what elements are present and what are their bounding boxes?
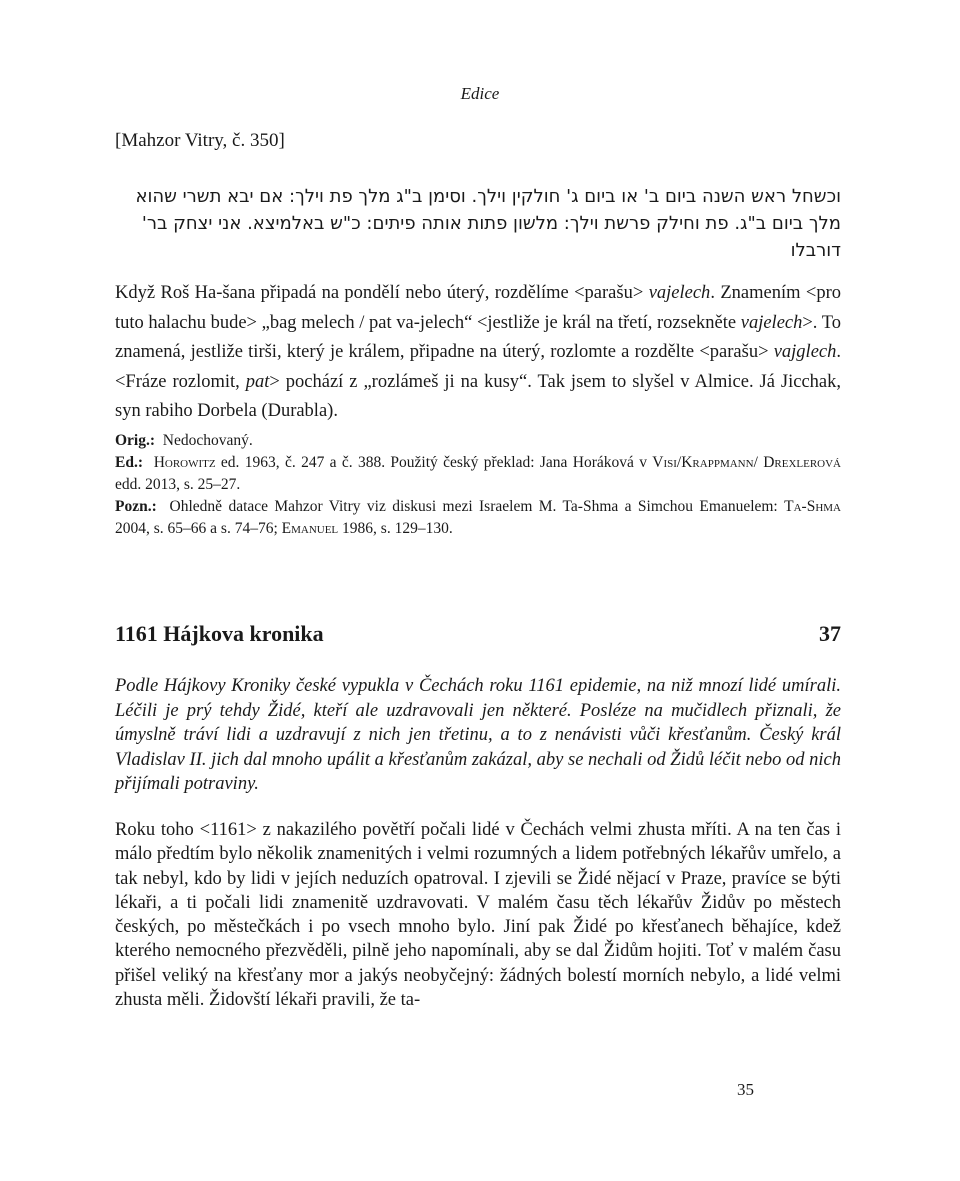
- translation-italic: vajelech: [740, 312, 803, 333]
- note-text: Nedochovaný.: [162, 432, 253, 449]
- entry-number: 37: [819, 621, 841, 646]
- entry-body-text: Roku toho <1161> z nakazilého povětří počali lidé v Čechách velmi zhusta mříti. A na ten čas i málo předtím bylo několik znamenitých i velmi rozumných a lidem potřebných lékařův umřelo, a tak nebyl, kdo by lidi v jejích neduzích opatroval. I zjevili se Židé nějací v Praze, pravíce se býti lékaři, a ti počali lidi znamenitě uzdravovati. V malém času těch lékařův Židův po městech českých, po městečkách i po vsech mnoho bylo. Jiní pak Židé po křesťanech běhajíce, kdež kterého nemocného přezvěděli, pilně jeho napomínali, aby se dal Židům hojiti. Toť v malém času přišel veliký na křesťany mor a jakýs neobyčejný: žádných bolestí morních nebylo, a lidé velmi zhusta měli. Židovští lékaři pravili, že ta-: [115, 820, 841, 1011]
- running-header: Edice: [460, 84, 500, 103]
- translation-italic: vajelech: [648, 283, 711, 303]
- entry-summary: Podle Hájkovy Kroniky české vypukla v Čechách roku 1161 epidemie, na niž mnozí lidé umírali. Léčili je prý tehdy Židé, kteří ale uzdravovali jen některé. Posléze na mučidlech přiznali, že úmyslně tráví lidi a uzdravují z nich jen třetinu, a to z nenávisti vůči křesťanům. Český král Vladislav II. jich dal mnoho upálit a křesťanům zakázal, aby se nechali od Židů léčit nebo od nich přijímali potraviny.: [115, 676, 841, 794]
- note-text: edd. 2013, s. 25–27.: [115, 476, 241, 493]
- author-smallcaps: Horowitz: [153, 454, 216, 471]
- page-number: 35: [737, 1080, 754, 1099]
- translation-segment: Když Roš Ha-šana připadá na pondělí nebo úterý, rozdělíme <parašu>: [115, 283, 649, 303]
- note-text: Ohledně datace Mahzor Vitry viz diskusi mezi Israelem M. Ta-Shma a Simchou Emanuelem:: [169, 498, 785, 515]
- czech-translation: [115, 279, 841, 427]
- apparatus-notes: [115, 430, 841, 540]
- note-label: Orig.:: [115, 432, 156, 449]
- note-orig: [115, 430, 841, 452]
- note-label: Pozn.:: [115, 498, 157, 515]
- author-smallcaps: Emanuel: [281, 520, 339, 537]
- author-smallcaps: Visi/Krappmann/ Drexlerová: [652, 454, 842, 471]
- translation-segment: . Znamením <pro tuto halachu bude> „bag melech / pat va-jelech“ <jestliže je král na třetí, rozsekněte: [115, 283, 841, 333]
- author-smallcaps: Ta-Shma: [784, 498, 842, 515]
- note-label: Ed.:: [115, 454, 143, 471]
- hebrew-original-text: וכשחל ראש השנה ביום ב' או ביום ג' חולקין וילך. וסימן ב"ג מלך פת וילך: אם יבא תשרי שהוא מלך ביום ב"ג. פת וחילק פרשת וילך: מלשון פתות אותה פיתים: כ"ש באלמיצא. אני יצחק בר' דורבלו: [135, 186, 841, 261]
- note-text: 2004, s. 65–66 a s. 74–76;: [115, 520, 282, 537]
- translation-italic: pat: [245, 371, 270, 392]
- note-edition: [115, 452, 841, 496]
- translation-italic: vajglech: [773, 342, 837, 362]
- translation-segment: > pochází z „rozlámeš ji na kusy“. Tak jsem to slyšel v Almice. Já Jicchak, syn rabiho Dorbela (Durabla).: [115, 371, 842, 421]
- source-reference: [Mahzor Vitry, č. 350]: [115, 130, 285, 151]
- note-text: ed. 1963, č. 247 a č. 388. Použitý český překlad: Jana Horáková v: [215, 454, 653, 471]
- entry-heading: [115, 621, 841, 647]
- entry-title: 1161 Hájkova kronika: [115, 621, 324, 646]
- note-text: 1986, s. 129–130.: [338, 520, 453, 537]
- translation-segment: . <Fráze rozlomit,: [115, 342, 841, 392]
- translation-segment: >. To znamená, jestliže tirši, který je králem, připadne na úterý, rozlomte a rozdělte <parašu>: [115, 312, 842, 362]
- note-remark: [115, 496, 841, 540]
